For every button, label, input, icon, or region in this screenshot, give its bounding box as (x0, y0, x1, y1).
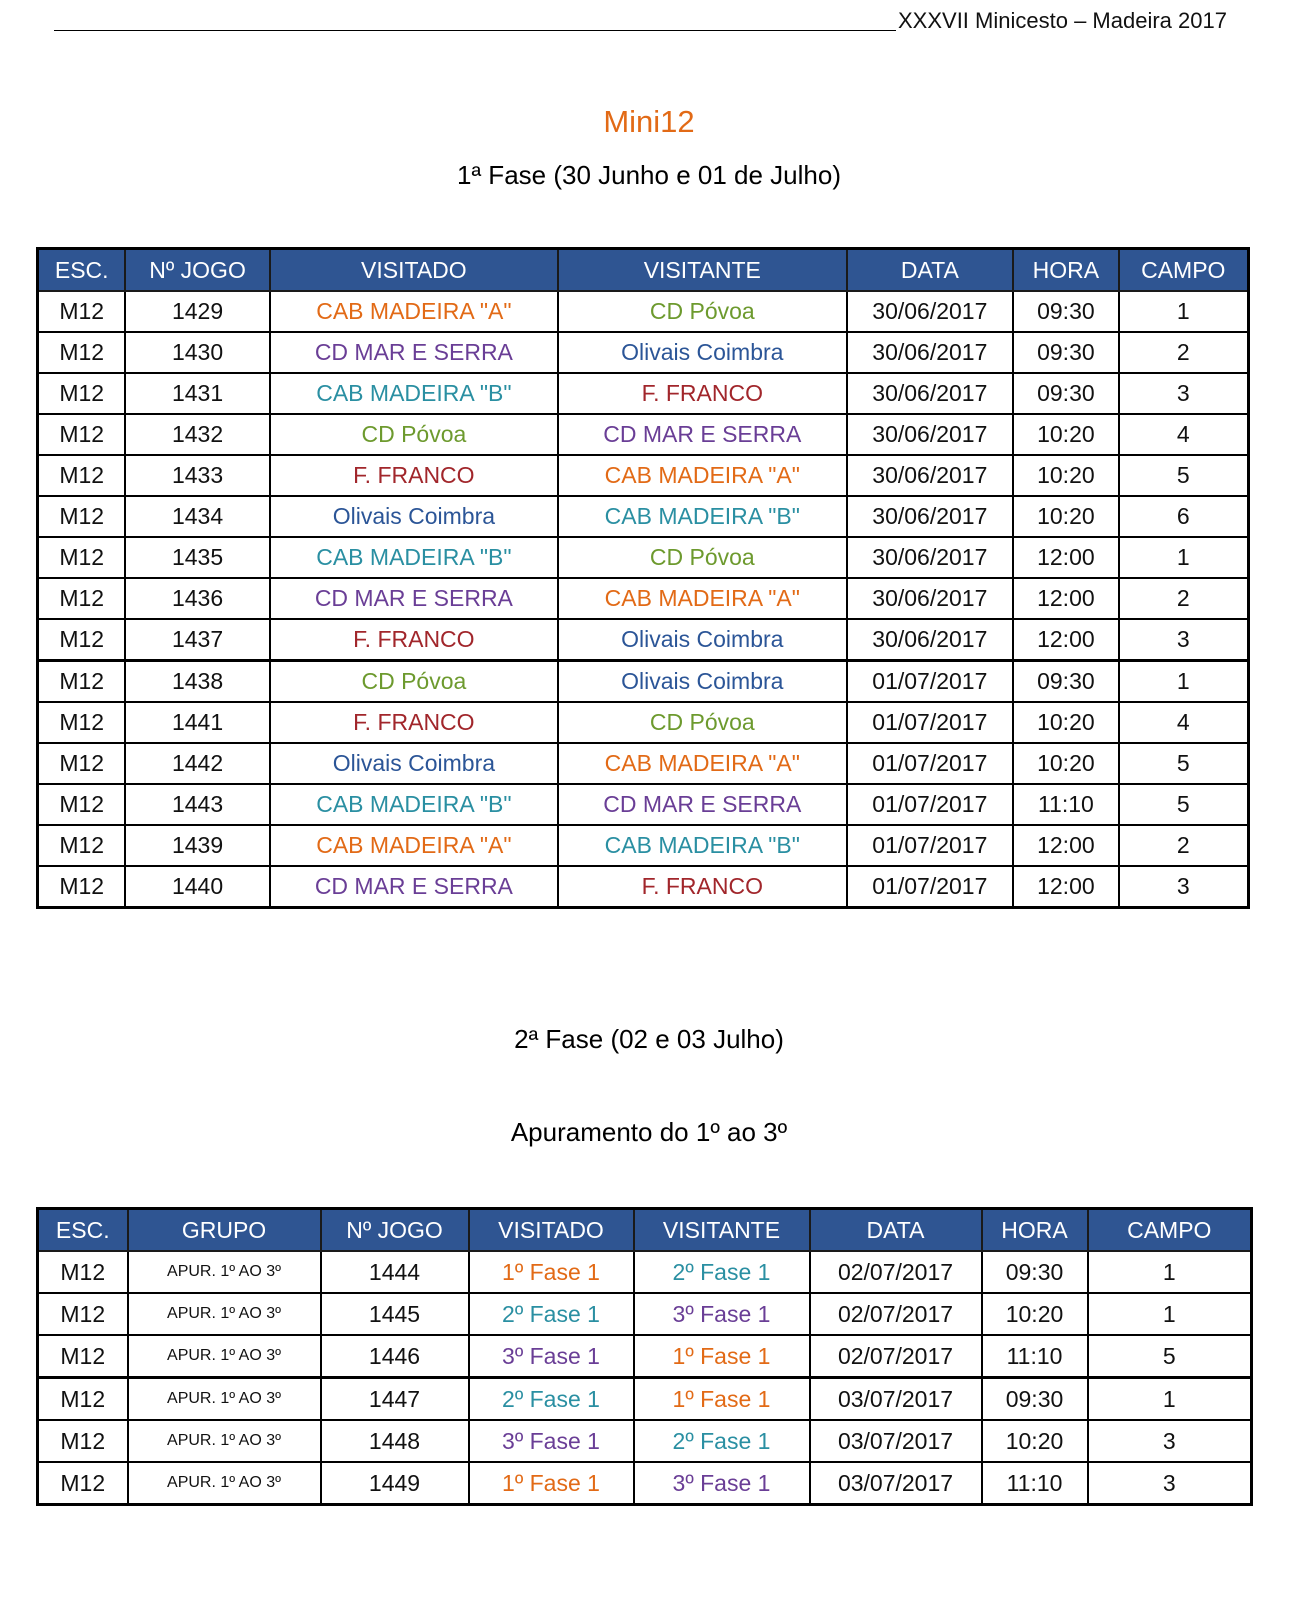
campo-cell: 1 (1088, 1251, 1252, 1293)
esc-cell: M12 (38, 414, 126, 455)
esc-cell: M12 (38, 619, 126, 661)
phase2-heading: 2ª Fase (02 e 03 Julho) (514, 1024, 784, 1054)
data-cell: 30/06/2017 (847, 373, 1014, 414)
campo-cell: 1 (1119, 661, 1249, 703)
visitante-cell: 2º Fase 1 (634, 1420, 810, 1462)
esc-cell: M12 (38, 291, 126, 332)
visitante-cell: CAB MADEIRA "B" (558, 825, 846, 866)
visitado-cell: CAB MADEIRA "B" (270, 373, 558, 414)
phase2-header-row (38, 1209, 1252, 1252)
table-row (38, 1462, 1252, 1505)
data-cell: 03/07/2017 (810, 1462, 982, 1505)
campo-cell: 3 (1119, 619, 1249, 661)
esc-cell: M12 (38, 1335, 128, 1378)
col-jogo: Nº JOGO (321, 1209, 469, 1252)
col-campo: CAMPO (1119, 249, 1249, 292)
jogo-cell: 1433 (125, 455, 269, 496)
visitante-cell: CD Póvoa (558, 291, 846, 332)
col-esc: ESC. (38, 1209, 128, 1252)
esc-cell: M12 (38, 866, 126, 908)
jogo-cell: 1434 (125, 496, 269, 537)
grupo-cell: APUR. 1º AO 3º (128, 1251, 321, 1293)
col-visitante: VISITANTE (558, 249, 846, 292)
col-data: DATA (810, 1209, 982, 1252)
campo-cell: 2 (1119, 825, 1249, 866)
visitante-cell: F. FRANCO (558, 373, 846, 414)
table-row (38, 291, 1249, 332)
jogo-cell: 1435 (125, 537, 269, 578)
data-cell: 30/06/2017 (847, 455, 1014, 496)
hora-cell: 10:20 (1013, 455, 1118, 496)
campo-cell: 3 (1119, 866, 1249, 908)
data-cell: 01/07/2017 (847, 825, 1014, 866)
visitante-cell: 3º Fase 1 (634, 1462, 810, 1505)
visitado-cell: CD Póvoa (270, 414, 558, 455)
table-row (38, 1378, 1252, 1421)
visitado-cell: F. FRANCO (270, 619, 558, 661)
table-row (38, 743, 1249, 784)
jogo-cell: 1431 (125, 373, 269, 414)
table-row (38, 784, 1249, 825)
table-row (38, 702, 1249, 743)
esc-cell: M12 (38, 332, 126, 373)
data-cell: 02/07/2017 (810, 1251, 982, 1293)
table-row (38, 537, 1249, 578)
campo-cell: 3 (1088, 1420, 1252, 1462)
data-cell: 30/06/2017 (847, 619, 1014, 661)
table-row (38, 373, 1249, 414)
campo-cell: 1 (1088, 1293, 1252, 1335)
grupo-cell: APUR. 1º AO 3º (128, 1293, 321, 1335)
data-cell: 30/06/2017 (847, 332, 1014, 373)
visitante-cell: CD MAR E SERRA (558, 414, 846, 455)
visitado-cell: CAB MADEIRA "A" (270, 291, 558, 332)
hora-cell: 09:30 (1013, 373, 1118, 414)
hora-cell: 09:30 (982, 1378, 1088, 1421)
esc-cell: M12 (38, 1378, 128, 1421)
campo-cell: 6 (1119, 496, 1249, 537)
data-cell: 30/06/2017 (847, 414, 1014, 455)
jogo-cell: 1440 (125, 866, 269, 908)
campo-cell: 1 (1119, 537, 1249, 578)
hora-cell: 12:00 (1013, 619, 1118, 661)
visitante-cell: 1º Fase 1 (634, 1378, 810, 1421)
jogo-cell: 1429 (125, 291, 269, 332)
table-row (38, 1293, 1252, 1335)
esc-cell: M12 (38, 455, 126, 496)
visitado-cell: CD MAR E SERRA (270, 332, 558, 373)
table-row (38, 1335, 1252, 1378)
col-hora: HORA (982, 1209, 1088, 1252)
visitante-cell: Olivais Coimbra (558, 332, 846, 373)
table-row (38, 496, 1249, 537)
visitado-cell: 1º Fase 1 (469, 1462, 634, 1505)
visitado-cell: 1º Fase 1 (469, 1251, 634, 1293)
hora-cell: 10:20 (1013, 496, 1118, 537)
hora-cell: 09:30 (1013, 291, 1118, 332)
hora-cell: 10:20 (1013, 702, 1118, 743)
phase2-subheading: Apuramento do 1º ao 3º (510, 1117, 788, 1147)
phase1-header-row (38, 249, 1249, 292)
col-visitante: VISITANTE (634, 1209, 810, 1252)
visitante-cell: Olivais Coimbra (558, 619, 846, 661)
visitado-cell: 2º Fase 1 (469, 1378, 634, 1421)
campo-cell: 5 (1088, 1335, 1252, 1378)
visitante-cell: CAB MADEIRA "A" (558, 455, 846, 496)
esc-cell: M12 (38, 537, 126, 578)
hora-cell: 11:10 (982, 1335, 1088, 1378)
visitante-cell: F. FRANCO (558, 866, 846, 908)
data-cell: 01/07/2017 (847, 784, 1014, 825)
table-row (38, 825, 1249, 866)
hora-cell: 10:20 (982, 1420, 1088, 1462)
data-cell: 30/06/2017 (847, 537, 1014, 578)
hora-cell: 09:30 (982, 1251, 1088, 1293)
jogo-cell: 1448 (321, 1420, 469, 1462)
table-row (38, 1251, 1252, 1293)
jogo-cell: 1430 (125, 332, 269, 373)
campo-cell: 4 (1119, 702, 1249, 743)
visitado-cell: F. FRANCO (270, 702, 558, 743)
hora-cell: 12:00 (1013, 537, 1118, 578)
esc-cell: M12 (38, 784, 126, 825)
visitante-cell: 3º Fase 1 (634, 1293, 810, 1335)
visitante-cell: Olivais Coimbra (558, 661, 846, 703)
hora-cell: 12:00 (1013, 866, 1118, 908)
hora-cell: 12:00 (1013, 578, 1118, 619)
grupo-cell: APUR. 1º AO 3º (128, 1420, 321, 1462)
campo-cell: 4 (1119, 414, 1249, 455)
hora-cell: 11:10 (1013, 784, 1118, 825)
col-campo: CAMPO (1088, 1209, 1252, 1252)
jogo-cell: 1439 (125, 825, 269, 866)
visitado-cell: CD MAR E SERRA (270, 866, 558, 908)
data-cell: 30/06/2017 (847, 291, 1014, 332)
data-cell: 03/07/2017 (810, 1420, 982, 1462)
data-cell: 01/07/2017 (847, 702, 1014, 743)
header-text: XXXVII Minicesto – Madeira 2017 (898, 8, 1227, 33)
jogo-cell: 1438 (125, 661, 269, 703)
table-row (38, 414, 1249, 455)
visitado-cell: CD MAR E SERRA (270, 578, 558, 619)
visitado-cell: CAB MADEIRA "B" (270, 784, 558, 825)
campo-cell: 5 (1119, 743, 1249, 784)
hora-cell: 09:30 (1013, 332, 1118, 373)
col-visitado: VISITADO (270, 249, 558, 292)
col-visitado: VISITADO (469, 1209, 634, 1252)
esc-cell: M12 (38, 743, 126, 784)
col-data: DATA (847, 249, 1014, 292)
esc-cell: M12 (38, 496, 126, 537)
campo-cell: 2 (1119, 332, 1249, 373)
grupo-cell: APUR. 1º AO 3º (128, 1335, 321, 1378)
hora-cell: 10:20 (1013, 414, 1118, 455)
jogo-cell: 1432 (125, 414, 269, 455)
data-cell: 03/07/2017 (810, 1378, 982, 1421)
phase1-table (36, 247, 1250, 909)
visitante-cell: CAB MADEIRA "A" (558, 743, 846, 784)
visitado-cell: CAB MADEIRA "B" (270, 537, 558, 578)
jogo-cell: 1437 (125, 619, 269, 661)
data-cell: 30/06/2017 (847, 578, 1014, 619)
esc-cell: M12 (38, 702, 126, 743)
hora-cell: 11:10 (982, 1462, 1088, 1505)
hora-cell: 12:00 (1013, 825, 1118, 866)
col-esc: ESC. (38, 249, 126, 292)
phase2-table (36, 1207, 1253, 1506)
esc-cell: M12 (38, 825, 126, 866)
col-grupo: GRUPO (128, 1209, 321, 1252)
jogo-cell: 1444 (321, 1251, 469, 1293)
table-row (38, 1420, 1252, 1462)
jogo-cell: 1436 (125, 578, 269, 619)
visitante-cell: CD Póvoa (558, 702, 846, 743)
hora-cell: 10:20 (982, 1293, 1088, 1335)
table-row (38, 619, 1249, 661)
table-row (38, 578, 1249, 619)
visitado-cell: 3º Fase 1 (469, 1335, 634, 1378)
esc-cell: M12 (38, 373, 126, 414)
visitado-cell: F. FRANCO (270, 455, 558, 496)
campo-cell: 1 (1088, 1378, 1252, 1421)
table-row (38, 332, 1249, 373)
esc-cell: M12 (38, 1251, 128, 1293)
jogo-cell: 1442 (125, 743, 269, 784)
data-cell: 02/07/2017 (810, 1335, 982, 1378)
jogo-cell: 1449 (321, 1462, 469, 1505)
data-cell: 01/07/2017 (847, 743, 1014, 784)
jogo-cell: 1447 (321, 1378, 469, 1421)
visitante-cell: CAB MADEIRA "A" (558, 578, 846, 619)
col-jogo: Nº JOGO (125, 249, 269, 292)
esc-cell: M12 (38, 578, 126, 619)
campo-cell: 2 (1119, 578, 1249, 619)
visitado-cell: 2º Fase 1 (469, 1293, 634, 1335)
jogo-cell: 1446 (321, 1335, 469, 1378)
visitante-cell: CD Póvoa (558, 537, 846, 578)
grupo-cell: APUR. 1º AO 3º (128, 1462, 321, 1505)
grupo-cell: APUR. 1º AO 3º (128, 1378, 321, 1421)
visitado-cell: Olivais Coimbra (270, 743, 558, 784)
visitante-cell: 2º Fase 1 (634, 1251, 810, 1293)
table-row (38, 866, 1249, 908)
col-hora: HORA (1013, 249, 1118, 292)
esc-cell: M12 (38, 661, 126, 703)
jogo-cell: 1441 (125, 702, 269, 743)
jogo-cell: 1443 (125, 784, 269, 825)
esc-cell: M12 (38, 1420, 128, 1462)
campo-cell: 5 (1119, 784, 1249, 825)
visitante-cell: 1º Fase 1 (634, 1335, 810, 1378)
campo-cell: 1 (1119, 291, 1249, 332)
data-cell: 01/07/2017 (847, 866, 1014, 908)
campo-cell: 3 (1119, 373, 1249, 414)
data-cell: 02/07/2017 (810, 1293, 982, 1335)
table-row (38, 661, 1249, 703)
phase1-heading: 1ª Fase (30 Junho e 01 de Julho) (457, 160, 841, 190)
page-title: Mini12 (603, 104, 695, 139)
campo-cell: 5 (1119, 455, 1249, 496)
hora-cell: 09:30 (1013, 661, 1118, 703)
hora-cell: 10:20 (1013, 743, 1118, 784)
visitado-cell: CD Póvoa (270, 661, 558, 703)
visitado-cell: 3º Fase 1 (469, 1420, 634, 1462)
esc-cell: M12 (38, 1462, 128, 1505)
visitado-cell: CAB MADEIRA "A" (270, 825, 558, 866)
table-row (38, 455, 1249, 496)
visitado-cell: Olivais Coimbra (270, 496, 558, 537)
data-cell: 01/07/2017 (847, 661, 1014, 703)
visitante-cell: CAB MADEIRA "B" (558, 496, 846, 537)
visitante-cell: CD MAR E SERRA (558, 784, 846, 825)
campo-cell: 3 (1088, 1462, 1252, 1505)
data-cell: 30/06/2017 (847, 496, 1014, 537)
esc-cell: M12 (38, 1293, 128, 1335)
jogo-cell: 1445 (321, 1293, 469, 1335)
header-rule (54, 30, 896, 31)
